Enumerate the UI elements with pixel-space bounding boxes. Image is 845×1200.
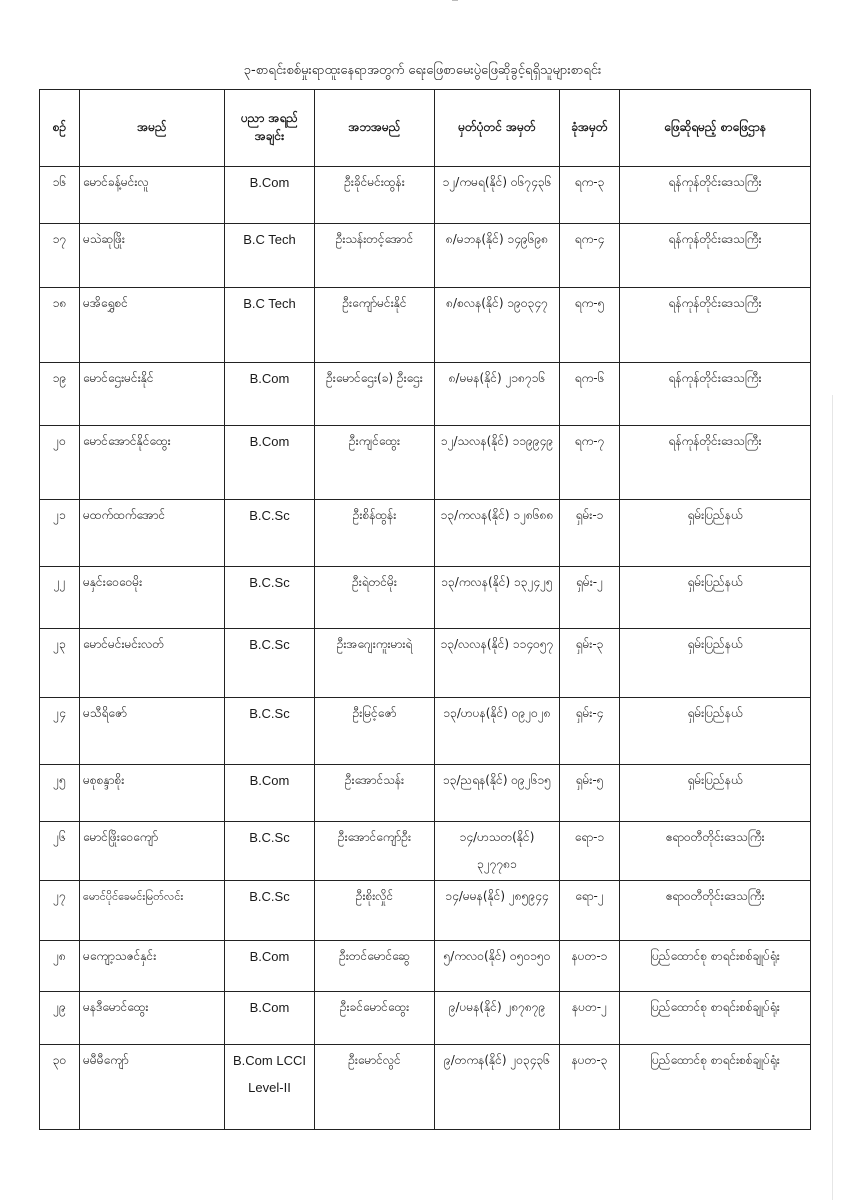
col-header-name: အမည် (80, 90, 225, 167)
education-cell: B.Com (225, 992, 315, 1045)
education-cell: B.C.Sc (225, 500, 315, 567)
table-row (40, 698, 811, 765)
father-cell: ဦးအောင်ကျော်ဦး (315, 822, 435, 881)
father-cell: ဦးစိုးလှိုင် (315, 881, 435, 941)
seat-cell: ရက-၆ (560, 363, 620, 426)
education-cell: B.Com (225, 363, 315, 426)
father-cell: ဦးကျော်မင်းနိုင် (315, 288, 435, 363)
seat-cell: ရှမ်း-၁ (560, 500, 620, 567)
center-cell: ရန်ကုန်တိုင်းဒေသကြီး (620, 224, 811, 288)
education-cell: B.Com LCCI Level-II (225, 1045, 315, 1130)
serial-cell: ၂၄ (40, 698, 80, 765)
serial-cell: ၁၆ (40, 167, 80, 224)
center-cell: ရန်ကုန်တိုင်းဒေသကြီး (620, 426, 811, 500)
table-row (40, 567, 811, 629)
center-cell: ပြည်ထောင်စု စာရင်းစစ်ချုပ်ရုံး (620, 1045, 811, 1130)
education-cell: B.C Tech (225, 224, 315, 288)
nrc-cell: ၉/တကန(နိုင်) ၂ဝ၃၄၃၆ (435, 1045, 560, 1130)
center-cell: ရှမ်းပြည်နယ် (620, 629, 811, 698)
center-cell: ဧရာဝတီတိုင်းဒေသကြီး (620, 822, 811, 881)
father-cell: ဦးအောင်သန်း (315, 765, 435, 822)
nrc-cell: ၁၂/ကမရ(နိုင်) ဝ၆၇၄၃၆ (435, 167, 560, 224)
name-cell: မသဲဆုဖြိုး (80, 224, 225, 288)
center-cell: ရန်ကုန်တိုင်းဒေသကြီး (620, 167, 811, 224)
name-cell: မနှင်းဝေဝေမိုး (80, 567, 225, 629)
father-cell: ဦးကျင်ထွေး (315, 426, 435, 500)
name-cell: မမီမီကျော် (80, 1045, 225, 1130)
father-cell: ဦးစိန်ထွန်း (315, 500, 435, 567)
center-cell: ပြည်ထောင်စု စာရင်းစစ်ချုပ်ရုံး (620, 992, 811, 1045)
center-cell: ရှမ်းပြည်နယ် (620, 500, 811, 567)
table-row (40, 500, 811, 567)
name-cell: မောင်ခန့်မင်းလူ (80, 167, 225, 224)
seat-cell: ရက-၅ (560, 288, 620, 363)
center-cell: ဧရာဝတီတိုင်းဒေသကြီး (620, 881, 811, 941)
seat-cell: ရော-၁ (560, 822, 620, 881)
seat-cell: ရက-၇ (560, 426, 620, 500)
scan-edge-line (832, 395, 833, 1200)
name-cell: မောင်အောင်နိုင်ထွေး (80, 426, 225, 500)
father-cell: ဦးမောင်ဌေး(ခ) ဦးဌေး (315, 363, 435, 426)
name-cell: မစုစန္ဒာစိုး (80, 765, 225, 822)
nrc-cell: ၁၃/ညရန(နိုင်) ဝ၉၂၆၁၅ (435, 765, 560, 822)
table-row (40, 629, 811, 698)
name-cell: မောင်မင်းမင်းလတ် (80, 629, 225, 698)
father-cell: ဦးခိုင်မင်းထွန်း (315, 167, 435, 224)
serial-cell: ၂၆ (40, 822, 80, 881)
education-cell: B.C.Sc (225, 567, 315, 629)
nrc-cell: ၁၄/မမန(နိုင်) ၂၈၅၉၄၄ (435, 881, 560, 941)
serial-cell: ၂၁ (40, 500, 80, 567)
scan-mark (452, 0, 458, 5)
seat-cell: နပတ-၁ (560, 941, 620, 992)
serial-cell: ၂၈ (40, 941, 80, 992)
nrc-cell: ၁၄/ဟသတ(နိုင်) ၃၂၇၇၈၁ (435, 822, 560, 881)
col-header-father: အဘအမည် (315, 90, 435, 167)
seat-cell: ရှမ်း-၄ (560, 698, 620, 765)
serial-cell: ၁၈ (40, 288, 80, 363)
seat-cell: ရက-၄ (560, 224, 620, 288)
table-row (40, 941, 811, 992)
table-row (40, 224, 811, 288)
education-cell: B.C Tech (225, 288, 315, 363)
education-cell: B.C.Sc (225, 881, 315, 941)
nrc-cell: ၉/ပမန(နိုင်) ၂၈၇၈၇၉ (435, 992, 560, 1045)
table-row (40, 426, 811, 500)
serial-cell: ၁၉ (40, 363, 80, 426)
name-cell: မသီရိဇော် (80, 698, 225, 765)
education-cell: B.Com (225, 941, 315, 992)
name-cell: မထက်ထက်အောင် (80, 500, 225, 567)
nrc-cell: ၁၃/ကလန(နိုင်) ၁၂၈၆၈၈ (435, 500, 560, 567)
father-cell: ဦးမြင့်ဇော် (315, 698, 435, 765)
center-cell: ရှမ်းပြည်နယ် (620, 698, 811, 765)
center-cell: ရှမ်းပြည်နယ် (620, 765, 811, 822)
nrc-cell: ၁၃/လလန(နိုင်) ၁၁၄၀၅၇ (435, 629, 560, 698)
nrc-cell: ၁၃/ကလန(နိုင်) ၁၃၂၄၂၅ (435, 567, 560, 629)
col-header-education: ပညာ အရည် အချင်း (225, 90, 315, 167)
name-cell: မောင်ဌေးမင်းနိုင် (80, 363, 225, 426)
center-cell: ရှမ်းပြည်နယ် (620, 567, 811, 629)
table-row (40, 1045, 811, 1130)
education-cell: B.Com (225, 167, 315, 224)
seat-cell: ရက-၃ (560, 167, 620, 224)
father-cell: ဦးအဂျေးကူးမားရဲ (315, 629, 435, 698)
table-row (40, 765, 811, 822)
serial-cell: ၂၇ (40, 881, 80, 941)
serial-cell: ၂၀ (40, 426, 80, 500)
col-header-nrc: မှတ်ပုံတင် အမှတ် (435, 90, 560, 167)
table-row (40, 822, 811, 881)
col-header-serial: စဉ် (40, 90, 80, 167)
father-cell: ဦးရဲတင်မိုး (315, 567, 435, 629)
education-cell: B.Com (225, 765, 315, 822)
education-cell: B.Com (225, 426, 315, 500)
father-cell: ဦးတင်မောင်ဆွေ (315, 941, 435, 992)
seat-cell: ရှမ်း-၂ (560, 567, 620, 629)
nrc-cell: ၈/မမန(နိုင်) ၂၁၈၇၁၆ (435, 363, 560, 426)
serial-cell: ၂၃ (40, 629, 80, 698)
table-header-row (40, 90, 811, 167)
name-cell: မအိရွှေစင် (80, 288, 225, 363)
seat-cell: နပတ-၂ (560, 992, 620, 1045)
name-cell: မောင်ဖြိုးဝေကျော် (80, 822, 225, 881)
education-cell: B.C.Sc (225, 822, 315, 881)
serial-cell: ၃၀ (40, 1045, 80, 1130)
serial-cell: ၂၂ (40, 567, 80, 629)
education-cell: B.C.Sc (225, 629, 315, 698)
table-row (40, 288, 811, 363)
name-cell: မနဒီမောင်ထွေး (80, 992, 225, 1045)
name-cell: မကျော့သဇင်နှင်း (80, 941, 225, 992)
nrc-cell: ၁၃/ဟပန(နိုင်) ဝ၉၂၀၂၈ (435, 698, 560, 765)
candidate-table (39, 89, 811, 1130)
education-cell: B.C.Sc (225, 698, 315, 765)
nrc-cell: ၅/ကလဝ(နိုင်) ဝ၅ဝ၁၅ဝ (435, 941, 560, 992)
table-row (40, 992, 811, 1045)
page-title: ၃-စာရင်းစစ်မှုးရာထူးနေရာအတွက် ရေးဖြေစာမေးပွဲဖြေဆိုခွင့်ရရှိသူများစာရင်း (243, 63, 602, 78)
nrc-cell: ၈/စလန(နိုင်) ၁၉၀၃၄၇ (435, 288, 560, 363)
father-cell: ဦးခင်မောင်ထွေး (315, 992, 435, 1045)
nrc-cell: ၁၂/သလန(နိုင်) ၁၁၉၉၄၉ (435, 426, 560, 500)
col-header-seat: ခုံအမှတ် (560, 90, 620, 167)
name-cell: မောင်ပိုင်ခေမင်းမြတ်လင်း (80, 881, 225, 941)
table-row (40, 881, 811, 941)
table-row (40, 167, 811, 224)
seat-cell: ရှမ်း-၃ (560, 629, 620, 698)
table-row (40, 363, 811, 426)
center-cell: ရန်ကုန်တိုင်းဒေသကြီး (620, 288, 811, 363)
father-cell: ဦးမောင်လွင် (315, 1045, 435, 1130)
center-cell: ပြည်ထောင်စု စာရင်းစစ်ချုပ်ရုံး (620, 941, 811, 992)
serial-cell: ၂၅ (40, 765, 80, 822)
serial-cell: ၁၇ (40, 224, 80, 288)
seat-cell: နပတ-၃ (560, 1045, 620, 1130)
seat-cell: ရှမ်း-၅ (560, 765, 620, 822)
col-header-center: ဖြေဆိုရမည့် စာဖြေဌာန (620, 90, 811, 167)
nrc-cell: ၈/မဘန(နိုင်) ၁၄၉၆၉၈ (435, 224, 560, 288)
seat-cell: ရော-၂ (560, 881, 620, 941)
serial-cell: ၂၉ (40, 992, 80, 1045)
center-cell: ရန်ကုန်တိုင်းဒေသကြီး (620, 363, 811, 426)
father-cell: ဦးသန်းတင့်အောင် (315, 224, 435, 288)
